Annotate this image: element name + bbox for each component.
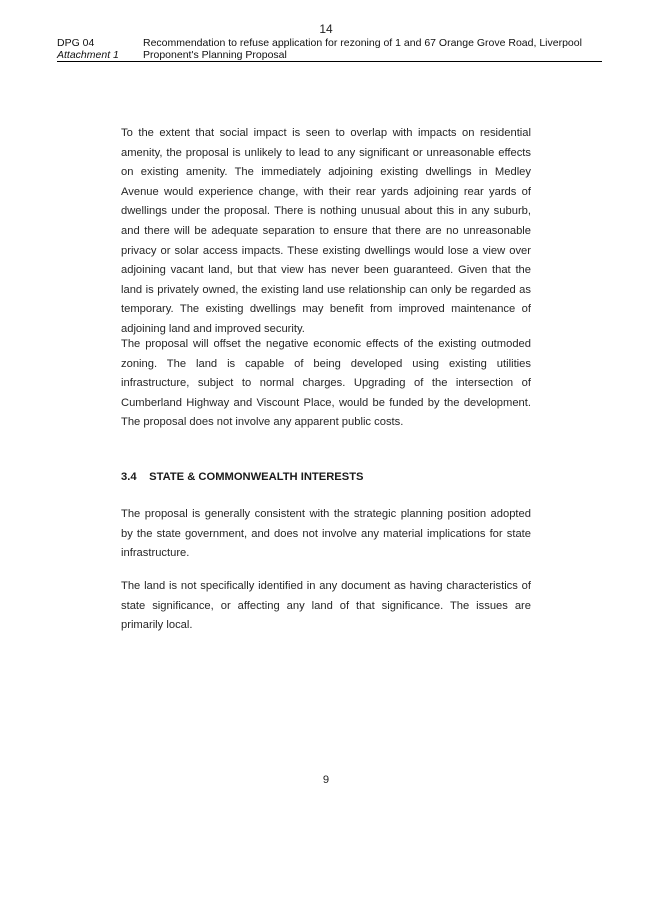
header-reference xyxy=(57,37,142,61)
section-heading xyxy=(121,470,531,484)
paragraph-social-impact: To the extent that social impact is seen to overlap with impacts on residential amenity, the proposal is unlikely to lead to any significant or unreasonable effects on existing amenity. The immediately adjoining existing dwellings in Medley Avenue would experience change, with their rear yards adjoining rear yards of dwellings under the proposal. There is nothing unusual about this in any suburb, and there will be adequate separation to ensure that there are no unreasonable privacy or solar access impacts. These existing dwellings would lose a view over adjoining vacant land, but that view has never been guaranteed. Given that the land is privately owned, the existing land use relationship can only be regarded as temporary. The existing dwellings may benefit from improved maintenance of adjoining land and improved security. xyxy=(121,127,531,335)
paragraph-state-significance: The land is not specifically identified in any document as having characteristics of state significance, or affecting any land of that significance. The issues are primarily local. xyxy=(121,580,531,632)
section-title: STATE & COMMONWEALTH INTERESTS xyxy=(149,471,364,483)
paragraph-strategic-planning: The proposal is generally consistent with the strategic planning position adopted by the state government, and does not involve any material implications for state infrastructure. xyxy=(121,508,531,560)
top-page-number: 14 xyxy=(319,22,333,36)
header-attachment-label: Attachment 1 xyxy=(57,49,119,61)
document-header xyxy=(57,37,602,62)
header-ref-code: DPG 04 xyxy=(57,37,95,49)
section-number: 3.4 xyxy=(121,471,137,483)
header-description xyxy=(143,37,603,61)
header-description-line-1: Recommendation to refuse application for rezoning of 1 and 67 Orange Grove Road, Liverpool xyxy=(143,37,582,49)
header-description-line-2: Proponent's Planning Proposal xyxy=(143,49,287,61)
bottom-page-number: 9 xyxy=(322,774,330,786)
paragraph-economic-effects: The proposal will offset the negative economic effects of the existing outmoded zoning. The land is capable of being developed using existing utilities infrastructure, subject to normal charges. Upgrading of the intersection of Cumberland Highway and Viscount Place, would be funded by the development. The proposal does not involve any apparent public costs. xyxy=(121,338,531,429)
